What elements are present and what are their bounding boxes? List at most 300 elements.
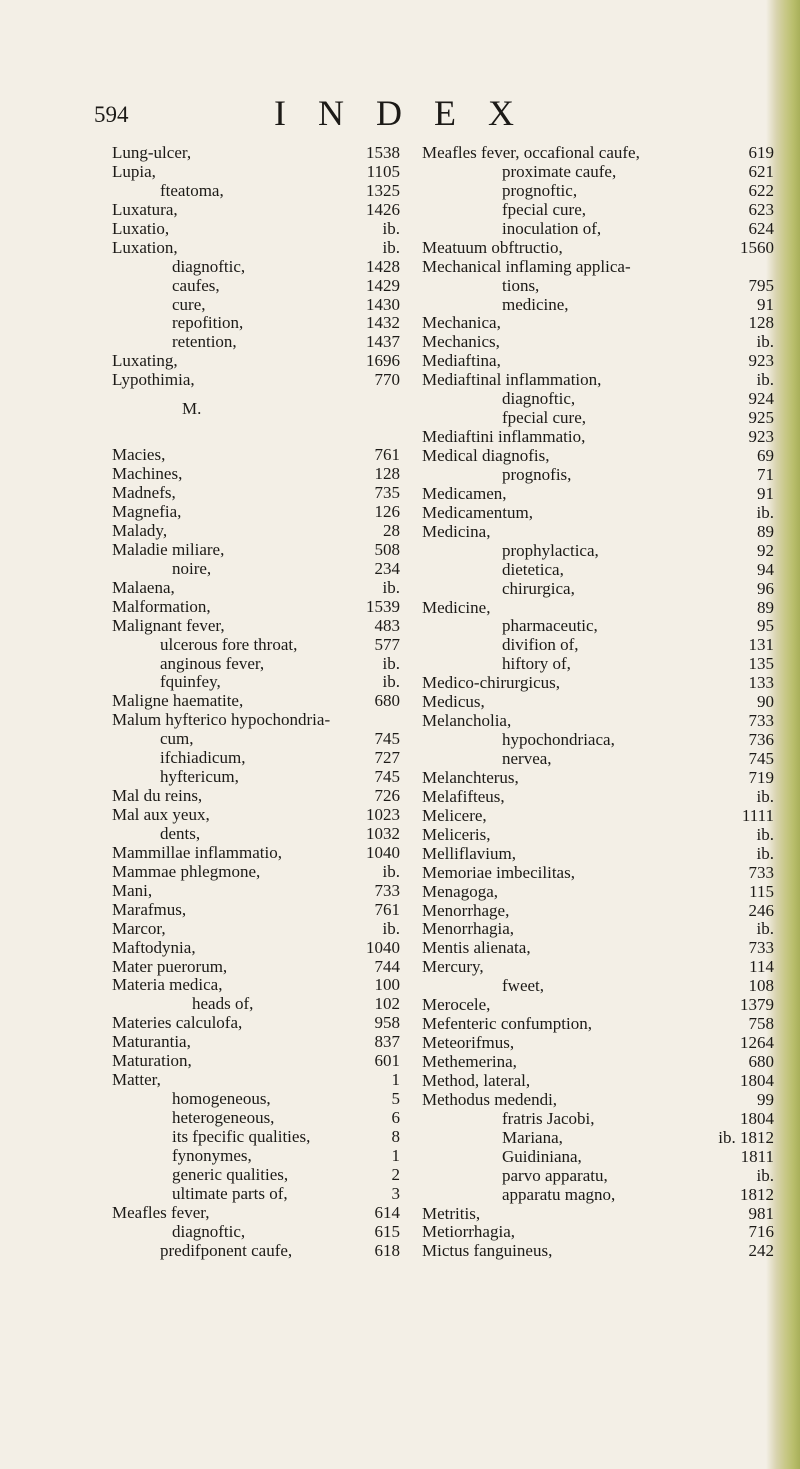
index-entry: [112, 843, 400, 862]
entry-page: ib.: [382, 577, 400, 597]
entry-page: 2: [391, 1164, 400, 1184]
index-entry: [422, 427, 774, 446]
index-entry: [112, 483, 400, 502]
entry-page: 1264: [740, 1033, 774, 1053]
index-entry: [422, 1071, 774, 1090]
index-entry: [422, 863, 774, 882]
index-entry: [422, 1033, 774, 1052]
entry-page: 94: [757, 559, 774, 579]
index-entry: [112, 1032, 400, 1051]
entry-term: retention,: [172, 332, 237, 352]
entry-term: Medicus,: [422, 692, 485, 712]
index-entry: [422, 446, 774, 465]
index-entry: [112, 919, 400, 938]
entry-page: 577: [374, 634, 400, 654]
index-entry: [112, 1070, 400, 1089]
index-entry: [422, 598, 774, 617]
entry-term: Machines,: [112, 464, 183, 484]
index-entry: [422, 541, 774, 560]
entry-page: 761: [374, 445, 400, 465]
entry-term: Methodus medendi,: [422, 1089, 558, 1109]
entry-term: Mammillae inflammatio,: [112, 842, 282, 862]
entry-page: 680: [374, 691, 400, 711]
entry-term: Maladie miliare,: [112, 539, 225, 559]
entry-term: fpecial cure,: [502, 199, 586, 219]
index-entry: [422, 768, 774, 787]
entry-page: 925: [748, 408, 774, 428]
index-entry: [422, 1222, 774, 1241]
entry-term: Marcor,: [112, 918, 166, 938]
entry-term: dents,: [160, 823, 201, 843]
entry-page: 981: [748, 1203, 774, 1223]
entry-term: Mechanics,: [422, 332, 500, 352]
entry-term: hypochondriaca,: [502, 730, 615, 750]
entry-page: 716: [748, 1222, 774, 1242]
index-entry: [422, 484, 774, 503]
entry-term: Malum hyfterico hypochondria-: [112, 710, 331, 730]
entry-term: hiftory of,: [502, 654, 571, 674]
entry-term: Melliflavium,: [422, 843, 516, 863]
index-entry: [422, 844, 774, 863]
index-entry: [112, 616, 400, 635]
index-entry: [422, 1204, 774, 1223]
entry-page: 1437: [366, 332, 400, 352]
entry-term: fpecial cure,: [502, 408, 586, 428]
entry-page: 1538: [366, 143, 400, 162]
index-entry: [422, 351, 774, 370]
entry-page: 102: [374, 994, 400, 1014]
entry-term: ifchiadicum,: [160, 748, 246, 768]
index-entry: [422, 957, 774, 976]
entry-term: Meatuum obftructio,: [422, 237, 563, 257]
entry-term: parvo apparatu,: [502, 1165, 608, 1185]
entry-page: 5: [391, 1089, 400, 1109]
index-entry: [112, 710, 400, 729]
entry-page: ib.: [756, 824, 774, 844]
entry-page: 1432: [366, 313, 400, 333]
entry-term: Magnefia,: [112, 502, 182, 521]
entry-page: 736: [748, 730, 774, 750]
index-entry: [422, 1014, 774, 1033]
entry-page: 733: [748, 938, 774, 958]
entry-page: 770: [374, 370, 400, 390]
index-entry: [112, 938, 400, 957]
index-entry: [112, 1013, 400, 1032]
entry-term: Materia medica,: [112, 975, 223, 995]
index-entry: [112, 464, 400, 483]
index-entry: [112, 672, 400, 691]
index-entry: [422, 332, 774, 351]
index-entry: [112, 767, 400, 786]
entry-page: 745: [374, 729, 400, 749]
index-entry: [422, 522, 774, 541]
index-entry: [422, 654, 774, 673]
entry-page: 128: [748, 313, 774, 333]
entry-page: 1428: [366, 256, 400, 276]
entry-page: 133: [748, 673, 774, 693]
entry-term: Methemerina,: [422, 1052, 517, 1071]
index-entry: [422, 219, 774, 238]
entry-term: Luxation,: [112, 237, 178, 257]
index-entry: [112, 370, 400, 389]
entry-term: Meteorifmus,: [422, 1033, 515, 1053]
entry-term: Mechanica,: [422, 313, 501, 333]
entry-term: Mercury,: [422, 957, 484, 977]
entry-page: 744: [374, 956, 400, 976]
index-entry: [112, 351, 400, 370]
index-entry: [422, 1109, 774, 1128]
index-entry: [112, 862, 400, 881]
index-entry: [422, 730, 774, 749]
entry-page: 8: [391, 1126, 400, 1146]
index-entry: [422, 806, 774, 825]
entry-term: heads of,: [192, 994, 254, 1014]
index-entry: [422, 1185, 774, 1204]
index-entry: [422, 711, 774, 730]
entry-term: diagnoftic,: [502, 389, 576, 409]
entry-page: 1040: [366, 842, 400, 862]
index-entry: [112, 824, 400, 843]
entry-page: 6: [391, 1108, 400, 1127]
entry-page: ib.: [382, 672, 400, 692]
index-entry: [112, 1146, 400, 1165]
index-entry: [422, 673, 774, 692]
index-entry: [112, 1089, 400, 1108]
index-entry: [422, 238, 774, 257]
entry-page: 483: [374, 615, 400, 635]
entry-term: Meafles fever,: [112, 1202, 210, 1222]
entry-term: Lupia,: [112, 161, 156, 181]
index-entry: [112, 654, 400, 673]
entry-page: 114: [749, 957, 774, 977]
entry-page: 745: [374, 767, 400, 787]
index-entry: [422, 976, 774, 995]
entry-page: 128: [374, 464, 400, 484]
entry-page: 623: [748, 199, 774, 219]
index-entry: [422, 370, 774, 389]
entry-page: ib.: [382, 237, 400, 257]
entry-term: Macies,: [112, 445, 166, 465]
entry-page: ib.: [382, 218, 400, 238]
index-entry: [112, 445, 400, 464]
entry-term: Mal du reins,: [112, 786, 203, 806]
entry-term: ulcerous fore throat,: [160, 634, 298, 654]
entry-term: Melancholia,: [422, 711, 512, 731]
index-entry: [112, 1222, 400, 1241]
entry-term: Mediaftina,: [422, 351, 501, 371]
entry-term: cure,: [172, 294, 206, 314]
entry-page: 1379: [740, 995, 774, 1015]
entry-term: Malignant fever,: [112, 615, 225, 635]
index-entry: [112, 238, 400, 257]
entry-term: heterogeneous,: [172, 1108, 275, 1127]
entry-term: Metritis,: [422, 1203, 481, 1223]
entry-term: Malady,: [112, 520, 168, 540]
index-entry: [112, 559, 400, 578]
entry-term: generic qualities,: [172, 1164, 289, 1184]
index-entry: [422, 276, 774, 295]
page-header: [94, 92, 734, 140]
index-entry: [112, 1051, 400, 1070]
entry-page: 1560: [740, 237, 774, 257]
entry-page: 614: [374, 1202, 400, 1222]
index-entry: [112, 1165, 400, 1184]
index-entry: [112, 729, 400, 748]
entry-page: 621: [748, 161, 774, 181]
index-entry: [422, 1166, 774, 1185]
entry-term: repofition,: [172, 313, 244, 333]
index-entry: [112, 578, 400, 597]
entry-page: 758: [748, 1014, 774, 1034]
index-entry: [112, 881, 400, 900]
entry-page: ib.: [382, 653, 400, 673]
index-entry: [422, 313, 774, 332]
index-entry: [112, 786, 400, 805]
entry-page: ib. 1812: [718, 1127, 774, 1147]
entry-term: Medicamen,: [422, 483, 507, 503]
entry-page: 69: [757, 446, 774, 465]
entry-term: pharmaceutic,: [502, 616, 598, 636]
index-entry: [112, 200, 400, 219]
entry-term: Medico-chirurgicus,: [422, 673, 561, 693]
index-entry: [112, 1241, 400, 1260]
index-entry: [422, 200, 774, 219]
entry-term: Malaena,: [112, 577, 175, 597]
entry-page: 923: [748, 427, 774, 447]
entry-term: Mefenteric confumption,: [422, 1014, 592, 1034]
entry-page: ib.: [756, 1165, 774, 1185]
entry-term: apparatu magno,: [502, 1184, 616, 1204]
entry-term: Mediaftini inflammatio,: [422, 427, 586, 447]
entry-page: 719: [748, 767, 774, 787]
index-entry: [422, 1052, 774, 1071]
entry-term: Maftodynia,: [112, 937, 196, 957]
entry-page: 91: [757, 483, 774, 503]
entry-page: 622: [748, 180, 774, 200]
index-entry: [422, 389, 774, 408]
index-entry: [422, 825, 774, 844]
entry-page: 1812: [740, 1184, 774, 1204]
entry-page: 601: [374, 1051, 400, 1071]
index-entry: [112, 957, 400, 976]
entry-page: 726: [374, 786, 400, 806]
entry-page: 1696: [366, 351, 400, 371]
entry-term: Method, lateral,: [422, 1070, 531, 1090]
entry-page: 242: [748, 1241, 774, 1261]
index-entry: [422, 1147, 774, 1166]
index-entry: [422, 1090, 774, 1109]
index-entry: [422, 882, 774, 901]
index-entry: [422, 408, 774, 427]
entry-page: 680: [748, 1052, 774, 1071]
entry-page: 1429: [366, 275, 400, 295]
entry-page: 1539: [366, 596, 400, 616]
entry-page: 745: [748, 749, 774, 768]
entry-page: 618: [374, 1240, 400, 1260]
entry-page: 28: [383, 520, 400, 540]
index-entry: [422, 919, 774, 938]
entry-page: 91: [757, 294, 774, 314]
entry-term: Mariana,: [502, 1127, 563, 1147]
entry-term: prognoftic,: [502, 180, 578, 200]
entry-term: nervea,: [502, 749, 552, 768]
index-entry: [422, 1241, 774, 1260]
entry-page: ib.: [756, 370, 774, 390]
entry-page: 924: [748, 389, 774, 409]
index-entry: [422, 579, 774, 598]
index-entry: [422, 616, 774, 635]
entry-page: 1804: [740, 1070, 774, 1090]
entry-page: ib.: [756, 843, 774, 863]
entry-page: ib.: [756, 332, 774, 352]
entry-page: 1040: [366, 937, 400, 957]
entry-term: anginous fever,: [160, 653, 265, 673]
entry-term: Mammae phlegmone,: [112, 861, 261, 881]
entry-term: Mentis alienata,: [422, 938, 531, 958]
entry-page: 624: [748, 218, 774, 238]
entry-term: Meafles fever, occafional caufe,: [422, 143, 640, 162]
entry-term: its fpecific qualities,: [172, 1126, 311, 1146]
entry-page: 3: [391, 1183, 400, 1203]
entry-page: 761: [374, 899, 400, 919]
entry-page: 1804: [740, 1108, 774, 1128]
entry-page: 135: [748, 654, 774, 674]
index-entry: [112, 521, 400, 540]
page-number: 594: [94, 102, 129, 127]
entry-term: Menorrhagia,: [422, 919, 515, 939]
entry-term: prognofis,: [502, 464, 572, 484]
entry-term: ultimate parts of,: [172, 1183, 288, 1203]
index-entry: [112, 900, 400, 919]
index-entry: [422, 635, 774, 654]
index-entry: [112, 994, 400, 1013]
index-entry: [112, 257, 400, 276]
entry-page: ib.: [382, 918, 400, 938]
entry-page: ib.: [756, 502, 774, 522]
entry-term: Mani,: [112, 880, 153, 900]
index-entry: [422, 465, 774, 484]
entry-page: 108: [748, 976, 774, 996]
index-entry: [112, 540, 400, 559]
entry-term: Marafmus,: [112, 899, 187, 919]
index-entry: [422, 938, 774, 957]
entry-term: Meliceris,: [422, 824, 491, 844]
entry-page: 1105: [366, 161, 400, 181]
entry-page: ib.: [382, 861, 400, 881]
entry-term: fquinfey,: [160, 672, 221, 692]
page-title: INDEX: [274, 93, 546, 133]
entry-page: 89: [757, 597, 774, 617]
entry-term: Medicine,: [422, 597, 491, 617]
entry-term: Melanchterus,: [422, 767, 519, 787]
entry-term: Melicere,: [422, 805, 487, 825]
entry-page: 795: [748, 275, 774, 295]
entry-page: 1032: [366, 823, 400, 843]
entry-term: divifion of,: [502, 635, 579, 655]
index-entry: [422, 901, 774, 920]
index-column-right: [422, 143, 774, 1260]
entry-term: Malformation,: [112, 596, 211, 616]
entry-page: 1430: [366, 294, 400, 314]
entry-page: 246: [748, 900, 774, 920]
entry-term: Medicina,: [422, 521, 491, 541]
entry-term: diagnoftic,: [172, 256, 246, 276]
entry-page: 733: [374, 880, 400, 900]
entry-term: chirurgica,: [502, 578, 575, 598]
index-entry: [112, 691, 400, 710]
entry-term: inoculation of,: [502, 218, 602, 238]
entry-page: 100: [374, 975, 400, 995]
entry-page: 1811: [740, 1146, 774, 1166]
entry-term: cum,: [160, 729, 194, 749]
entry-page: 234: [374, 558, 400, 578]
entry-page: 131: [748, 635, 774, 655]
index-entry: [112, 162, 400, 181]
entry-term: Menorrhage,: [422, 900, 510, 920]
entry-page: 96: [757, 578, 774, 598]
index-entry: [422, 162, 774, 181]
entry-term: Maligne haematite,: [112, 691, 244, 711]
index-entry: [422, 560, 774, 579]
entry-page: ib.: [756, 786, 774, 806]
section-letter: [112, 389, 400, 445]
entry-page: 89: [757, 521, 774, 541]
entry-term: Mictus fanguineus,: [422, 1241, 553, 1261]
entry-page: 95: [757, 616, 774, 636]
entry-page: 615: [374, 1221, 400, 1241]
entry-page: 958: [374, 1013, 400, 1033]
index-entry: [112, 181, 400, 200]
entry-term: Menagoga,: [422, 881, 499, 901]
entry-term: Madnefs,: [112, 483, 176, 503]
entry-page: 1325: [366, 180, 400, 200]
index-entry: [422, 749, 774, 768]
index-entry: [422, 692, 774, 711]
entry-page: 1111: [741, 805, 774, 825]
entry-term: fweet,: [502, 976, 545, 996]
entry-term: homogeneous,: [172, 1089, 271, 1109]
entry-term: dietetica,: [502, 559, 564, 579]
index-entry: [422, 257, 774, 276]
entry-term: Mal aux yeux,: [112, 805, 210, 824]
index-entry: [112, 332, 400, 351]
entry-term: medicine,: [502, 294, 569, 314]
entry-page: ib.: [756, 919, 774, 939]
entry-term: fteatoma,: [160, 180, 224, 200]
entry-page: 735: [374, 483, 400, 503]
index-entry: [422, 503, 774, 522]
index-entry: [112, 276, 400, 295]
entry-page: 508: [374, 539, 400, 559]
entry-term: hyftericum,: [160, 767, 239, 787]
index-entry: [112, 1127, 400, 1146]
entry-page: 733: [748, 862, 774, 882]
entry-page: 71: [757, 464, 774, 484]
entry-term: Matter,: [112, 1070, 161, 1090]
index-entry: [112, 748, 400, 767]
entry-term: Merocele,: [422, 995, 491, 1015]
entry-term: noire,: [172, 558, 212, 578]
index-entry: [112, 143, 400, 162]
entry-page: 837: [374, 1032, 400, 1052]
index-column-left: [112, 143, 400, 1260]
entry-term: Luxating,: [112, 351, 178, 371]
entry-term: caufes,: [172, 275, 220, 295]
entry-page: 1023: [366, 805, 400, 824]
index-entry: [112, 635, 400, 654]
entry-page: 92: [757, 540, 774, 560]
entry-term: Maturation,: [112, 1051, 192, 1071]
